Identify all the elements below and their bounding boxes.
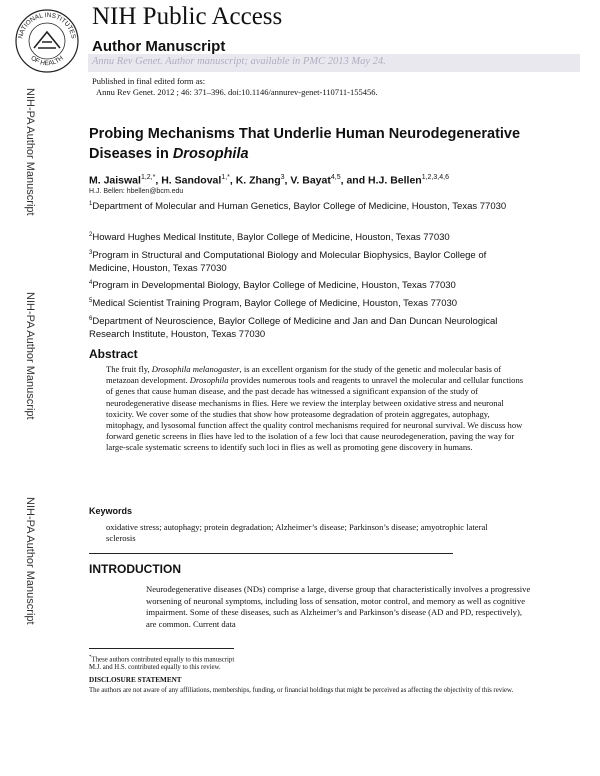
author-name: V. Bayat [290,174,331,187]
author-affiliation-marks: 1,2,* [140,174,156,181]
affiliation-number: 4 [89,280,93,286]
affiliation-number: 5 [89,298,93,304]
logo-text-bottom: OF HEALTH [29,54,65,68]
disclosure-heading: DISCLOSURE STATEMENT [89,676,182,684]
author-name: H. Sandoval [161,174,222,187]
svg-text:NATIONAL INSTITUTES [17,12,77,40]
author-affiliation-marks: 1,2,3,4,6 [421,174,449,181]
abstract-text: , is an excellent organism for the study of the genetic and molecular basis of metazoan development. [106,364,502,386]
abstract-text: The fruit fly, [106,364,152,374]
logo-text-top: NATIONAL INSTITUTES [17,11,77,40]
affiliation-number: 6 [89,316,93,322]
affiliation [89,247,519,275]
citation: Annu Rev Genet. 2012 ; 46: 371–396. doi:10.1146/annurev-genet-110711-155456. [96,87,378,97]
affiliation [89,229,519,245]
affiliation-text: Program in Structural and Computational Biology and Molecular Biophysics, Baylor College of Medicine, Houston, Texas 77030 [89,250,487,274]
introduction-heading: INTRODUCTION [89,562,181,576]
abstract-body [106,364,524,454]
keywords-list: oxidative stress; autophagy; protein degradation; Alzheimer’s disease; Parkinson’s disease; amyotrophic lateral sclerosis [106,522,488,544]
abstract-genus: Drosophila [189,375,229,386]
publication-title: NIH Public Access [92,3,283,30]
footnote: M.J. and H.S. contributed equally to this review. [89,664,221,671]
introduction-body: Neurodegenerative diseases (NDs) comprise a large, diverse group that characteristically involves a progressive worsening of neuronal symptoms, including loss of sensation, motor control, and memory as well as cognitive impairment. Some of these diseases, such as Alzheimer’s and Parkinson’s disease (AD and PD, respectively), are common. Current data [146,584,531,629]
author-list: M. Jaiswal$^{1,2,*}$, H. Sandoval$^{1,*}$, K. Zhang$^3$, V. Bayat$^{4,5}$, and H.J. Bellen$^{1,2,3,4,6}$ [89,174,449,187]
footnote [89,655,234,663]
affiliation-text: Program in Developmental Biology, Baylor College of Medicine, Houston, Texas 77030 [92,280,456,292]
author-affiliation-marks: 1,* [221,174,230,181]
footnote-text: These authors contributed equally to this manuscript [91,656,235,664]
affiliation [89,198,519,214]
keywords-heading: Keywords [89,506,133,516]
affiliation [89,277,519,293]
author-name: M. Jaiswal [89,174,141,187]
author-affiliation-marks: 4,5 [330,174,341,181]
nih-logo [12,4,82,74]
affiliation-number: 2 [89,232,93,238]
affiliation-text: Department of Molecular and Human Genetics, Baylor College of Medicine, Houston, Texas 77030 [92,201,507,213]
affiliation-text: Department of Neuroscience, Baylor College of Medicine and Jan and Dan Duncan Neurological Research Institute, Houston, Texas 77030 [89,316,498,340]
abstract-species: Drosophila melanogaster [151,364,240,374]
published-final-note: Published in final edited form as: [92,76,206,86]
article-title [89,124,529,164]
abstract-heading: Abstract [89,347,138,361]
side-label: NIH-PA Author Manuscript [24,88,36,216]
author-manuscript-label: Author Manuscript [92,38,226,55]
section-divider [89,553,453,554]
title-line2: Diseases in [89,146,173,162]
author-name: K. Zhang [235,174,281,187]
side-label: NIH-PA Author Manuscript [24,497,36,625]
affiliation-text: Howard Hughes Medical Institute, Baylor College of Medicine, Houston, Texas 77030 [92,232,450,244]
title-line1: Probing Mechanisms That Underlie Human Neurodegenerative [89,126,521,142]
affiliation [89,313,519,341]
side-label: NIH-PA Author Manuscript [24,292,36,420]
author-affiliation-marks: 3 [280,174,285,181]
affiliation-number: 1 [89,201,93,207]
svg-text:OF HEALTH [29,55,65,68]
footnote-divider [89,648,234,649]
corresponding-author: H.J. Bellen: hbellen@bcm.edu [89,188,184,195]
title-italic: Drosophila [172,146,249,162]
abstract-text: provides numerous tools and reagents to unravel the molecular and cellular functions of genes that cause human disease, and the past decade has witnessed a significant expansion of the study of neurodegenerative disease mechanisms in flies. Here we review the interplay between oxidative stress and neuronal toxicity. We cover some of the studies that show how proteasome degradation of protein aggregates, autophagy, mitophagy, and lysosomal function affect the quality control mechanisms required for neuronal survival. We discuss how forward genetic screens in flies have led to the isolation of a few loci that cause neurodegeneration, paving the way for large-scale systematic screens to identify such loci in flies as well as promoting gene discovery in humans. [106,375,524,453]
availability-text: Annu Rev Genet. Author manuscript; available in PMC 2013 May 24. [92,56,386,67]
footnote-mark: * [89,655,92,660]
affiliation-text: Medical Scientist Training Program, Baylor College of Medicine, Houston, Texas 77030 [92,298,458,310]
disclosure-text: The authors are not aware of any affiliations, memberships, funding, or financial holdings that might be perceived as affecting the objectivity of this review. [89,687,514,694]
affiliation-number: 3 [89,250,93,256]
affiliation [89,295,519,311]
author-name: H.J. Bellen [368,174,422,187]
